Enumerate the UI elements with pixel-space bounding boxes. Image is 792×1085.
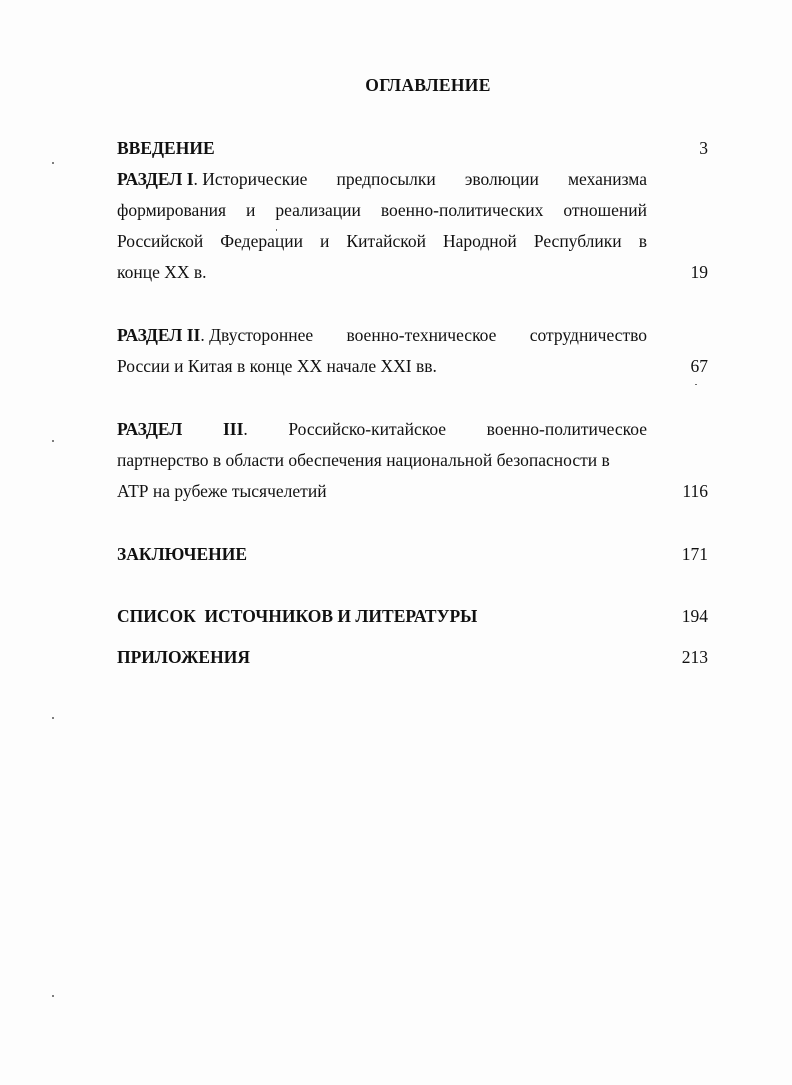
toc-entry-appendices: ПРИЛОЖЕНИЯ [117, 647, 250, 667]
scan-speck [52, 995, 54, 997]
toc-entry-section-1-line-1 [117, 168, 647, 190]
toc-word: формирования [117, 200, 227, 220]
toc-page-appendices: 213 [681, 647, 708, 667]
toc-word: . Исторические [193, 169, 308, 189]
scan-speck [695, 384, 697, 385]
toc-section-1-heading: РАЗДЕЛ I [117, 169, 194, 189]
toc-word: Республики [533, 231, 622, 251]
toc-page-section-1: 19 [690, 262, 708, 282]
toc-entry-section-3-line-1 [117, 418, 647, 440]
toc-word: Народной [443, 231, 517, 251]
scan-speck [52, 717, 54, 719]
toc-word: и [320, 231, 330, 251]
toc-section-3-heading: РАЗДЕЛ [117, 419, 183, 439]
toc-word: сотрудничество [529, 325, 647, 345]
toc-entry-introduction: ВВЕДЕНИЕ [117, 138, 215, 158]
toc-page-introduction: 3 [699, 138, 708, 158]
toc-entry-section-2-line-2: России и Китая в конце XX начале XXI вв. [117, 356, 437, 376]
toc-entry-section-1-line-2 [117, 199, 647, 221]
toc-word: эволюции [464, 169, 539, 189]
toc-entry-section-1-line-4: конце XX в. [117, 262, 207, 282]
toc-entry-section-3-line-3: АТР на рубеже тысячелетий [117, 481, 327, 501]
scan-speck [52, 440, 54, 442]
toc-word: военно-техническое [346, 325, 497, 345]
toc-word: в [638, 231, 647, 251]
toc-section-3-numeral: III [222, 419, 244, 439]
toc-word: Российской [117, 231, 204, 251]
toc-word: военно-политическое [486, 419, 647, 439]
toc-word: механизма [567, 169, 647, 189]
toc-entry-bibliography: СПИСОК ИСТОЧНИКОВ И ЛИТЕРАТУРЫ [117, 606, 478, 626]
toc-entry-section-3-line-2: партнерство в области обеспечения национальной безопасности в [117, 450, 610, 470]
toc-entry-conclusion: ЗАКЛЮЧЕНИЕ [117, 544, 248, 564]
toc-entry-section-2-line-1 [117, 324, 647, 346]
toc-word: Китайской [346, 231, 426, 251]
toc-section-2-heading: РАЗДЕЛ II [117, 325, 201, 345]
toc-page-bibliography: 194 [681, 606, 708, 626]
toc-page-section-2: 67 [690, 356, 708, 376]
scan-speck [52, 162, 54, 164]
toc-word: Федерации [220, 231, 303, 251]
toc-word: . [243, 419, 248, 439]
toc-word: реализации [275, 200, 361, 220]
toc-word: Российско-китайское [288, 419, 447, 439]
scan-speck [276, 229, 277, 231]
toc-word: . Двустороннее [200, 325, 314, 345]
toc-word: военно-политических [380, 200, 544, 220]
toc-page-section-3: 116 [682, 481, 708, 501]
page-title: ОГЛАВЛЕНИЕ [365, 75, 491, 95]
toc-word: отношений [563, 200, 647, 220]
toc-word: и [246, 200, 256, 220]
toc-page-conclusion: 171 [681, 544, 708, 564]
toc-word: предпосылки [336, 169, 436, 189]
toc-entry-section-1-line-3 [117, 230, 647, 252]
